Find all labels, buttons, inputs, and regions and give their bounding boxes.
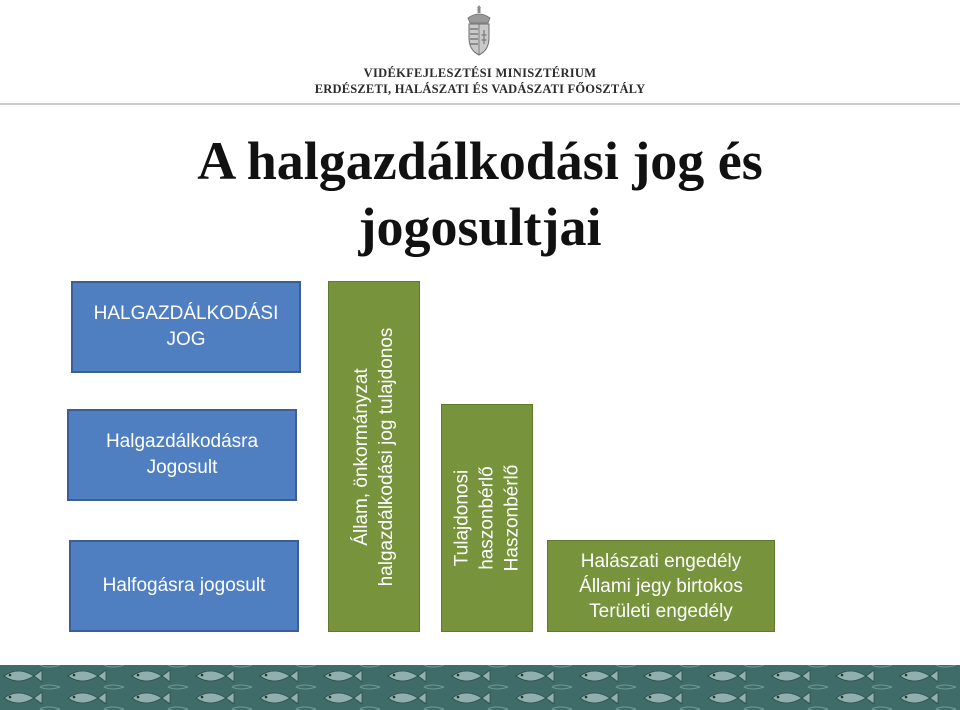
fish-pattern-footer (0, 665, 960, 710)
fishing-entitled-box (69, 540, 299, 632)
box-line: Állami jegy birtokos (579, 575, 743, 597)
ministry-name (300, 66, 660, 97)
rotated-label (450, 465, 525, 572)
fishery-management-right-box (71, 281, 301, 373)
box-line: Haszonbérlő (501, 464, 523, 572)
box-line: haszonbérlő (476, 466, 498, 570)
box-line: Tulajdonosi (451, 469, 473, 567)
state-owner-box (328, 281, 420, 632)
box-line: Állam, önkormányzat (351, 367, 372, 546)
slide-title (80, 128, 880, 260)
department-title: ERDÉSZETI, HALÁSZATI ÉS VADÁSZATI FŐOSZTÁLY (314, 82, 646, 96)
ministry-title: VIDÉKFEJLESZTÉSI MINISZTÉRIUM (363, 66, 597, 80)
box-label: Halfogásra jogosult (102, 575, 266, 596)
lessee-box (441, 404, 533, 632)
rotated-label (349, 327, 399, 586)
box-lines (579, 549, 743, 624)
management-entitled-box (67, 409, 297, 501)
slide-header (0, 0, 960, 110)
box-line: Területi engedély (589, 600, 733, 622)
box-line: Halászati engedély (580, 550, 742, 572)
box-line: halgazdálkodási jog tulajdonos (376, 327, 397, 586)
coat-of-arms-icon (462, 4, 496, 58)
header-divider (0, 103, 960, 105)
box-label: HALGAZDÁLKODÁSI JOG (93, 303, 279, 350)
fishing-permit-box (547, 540, 775, 632)
slide-title-line-2: jogosultjai (358, 197, 602, 257)
box-label: Halgazdálkodásra Jogosult (105, 431, 259, 478)
slide-title-line-1: A halgazdálkodási jog és (197, 131, 763, 191)
